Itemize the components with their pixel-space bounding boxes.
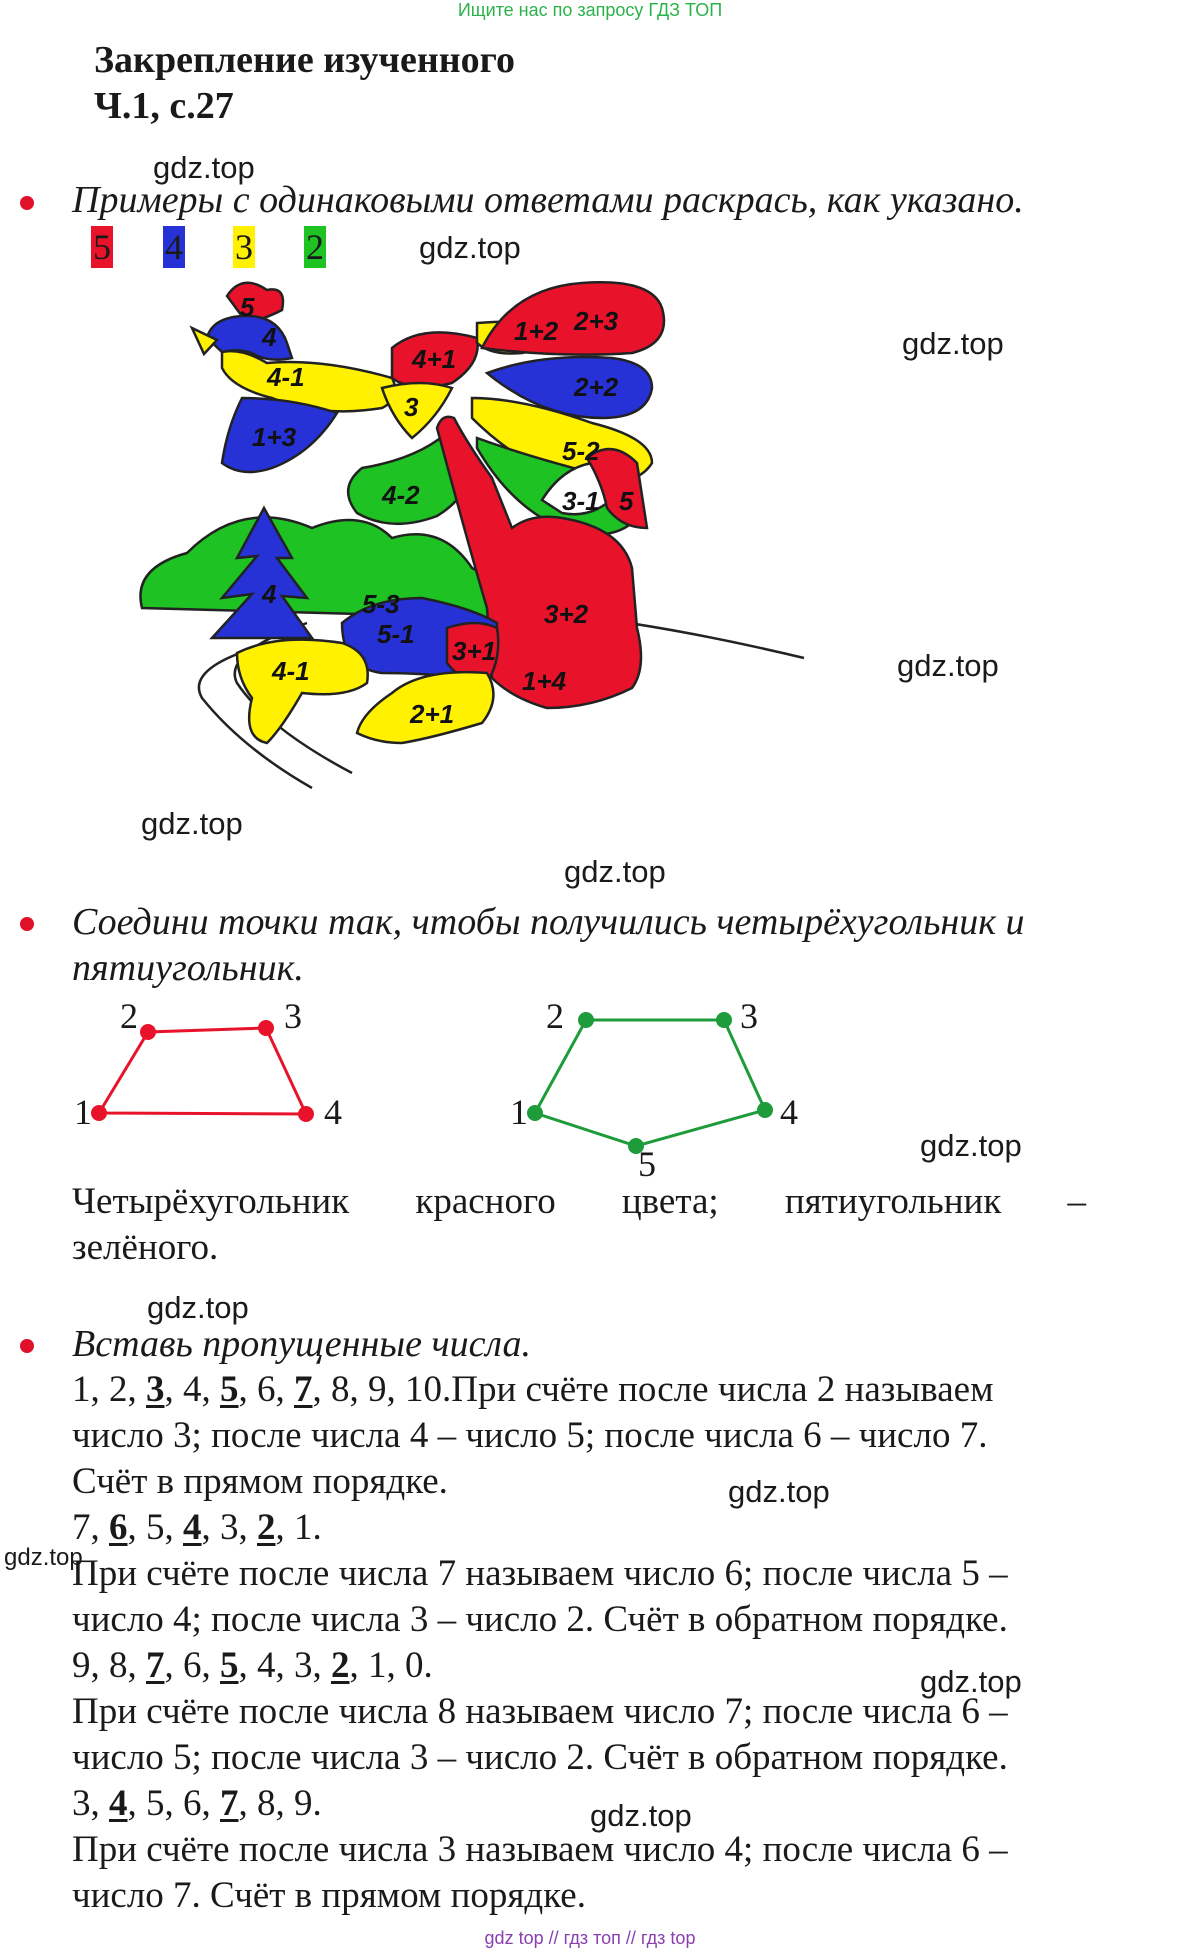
seq3-line2: число 5; после числа 3 – число 2. Счёт в обратном порядке. <box>72 1737 1008 1778</box>
watermark: gdz.top <box>419 230 521 265</box>
quad-label-2: 2 <box>120 996 138 1036</box>
watermark: gdz.top <box>147 1290 249 1325</box>
seq-text: , 6, <box>164 1645 220 1686</box>
seq-answer: 7 <box>294 1369 313 1410</box>
seq3-line1: При счёте после числа 8 называем число 7; после числа 6 – <box>72 1691 1008 1732</box>
swatch-yellow: 3 <box>235 227 253 267</box>
seq-text: 9, 8, <box>72 1645 146 1686</box>
seq2-line1: При счёте после числа 7 называем число 6; после числа 5 – <box>72 1553 1008 1594</box>
pent-label-5: 5 <box>638 1144 656 1180</box>
seq1-explanation: При счёте после числа 2 называем <box>451 1369 994 1410</box>
label-hat: 5 <box>619 486 634 516</box>
page-title: Закрепление изученного <box>94 39 515 81</box>
label-pants: 5-1 <box>377 619 415 649</box>
label-neck: 4-1 <box>267 362 305 392</box>
seq-answer: 4 <box>109 1783 128 1824</box>
bush-shape <box>140 517 504 618</box>
quadrilateral <box>99 1028 306 1114</box>
seq2-line <box>72 1506 322 1549</box>
seq-text: , 5, 6, <box>127 1783 220 1824</box>
answer-word: цвета; <box>621 1181 719 1222</box>
pent-label-4: 4 <box>780 1092 798 1132</box>
seq-text: , 4, 3, <box>238 1645 331 1686</box>
seq-text: 1, 2, <box>72 1369 146 1410</box>
page-subtitle: Ч.1, с.27 <box>94 85 234 127</box>
label-tail-mid: 3 <box>404 392 419 422</box>
seq1-line2: число 3; после числа 4 – число 5; после числа 6 – число 7. <box>72 1415 988 1456</box>
pentagon <box>535 1020 765 1146</box>
seq-text: , 8, 9. <box>238 1783 322 1824</box>
task2-text-line1: Соедини точки так, чтобы получились четырёхугольник и <box>72 901 1025 943</box>
seq2-line2: число 4; после числа 3 – число 2. Счёт в обратном порядке. <box>72 1599 1008 1640</box>
seq-answer: 2 <box>331 1645 350 1686</box>
seq4-line <box>72 1782 322 1825</box>
label-coat-low: 1+4 <box>522 666 567 696</box>
swatch-red: 5 <box>93 227 111 267</box>
label-feather-1: 2+3 <box>574 306 619 336</box>
watermark: gdz.top <box>920 1128 1022 1163</box>
answer-word: пятиугольник <box>784 1181 1002 1222</box>
watermark: gdz.top <box>141 806 243 841</box>
label-wing: 1+3 <box>252 422 297 452</box>
seq-text: , 5, <box>127 1507 183 1548</box>
quad-point-3 <box>258 1020 274 1036</box>
label-bush: 5-3 <box>362 589 400 619</box>
seq-answer: 5 <box>220 1645 239 1686</box>
label-comb: 5 <box>240 292 255 322</box>
seq1-line <box>72 1368 994 1411</box>
seq-text: , 8, 9, 10. <box>312 1369 452 1410</box>
label-feather-3: 5-2 <box>562 436 600 466</box>
label-feather-5: 4-2 <box>382 480 420 510</box>
seq4-line2: число 7. Счёт в прямом порядке. <box>72 1875 586 1916</box>
quad-label-3: 3 <box>284 996 302 1036</box>
label-body: 4+1 <box>412 344 457 374</box>
task1-text: Примеры с одинаковыми ответами раскрась, как указано. <box>72 179 1024 221</box>
seq-text: , 1, 0. <box>349 1645 433 1686</box>
answer-word: красного <box>415 1181 556 1222</box>
bullet-task3 <box>20 1339 34 1353</box>
label-boot-right: 2+1 <box>410 699 455 729</box>
bullet-task1 <box>20 196 34 210</box>
seq3-line <box>72 1644 433 1687</box>
seq-answer: 3 <box>146 1369 165 1410</box>
shapes-figure <box>60 990 860 1180</box>
watermark: gdz.top <box>153 150 255 185</box>
swatch-green: 2 <box>306 227 324 267</box>
bottom-banner[interactable]: gdz top // гдз топ // гдз top <box>484 1928 696 1948</box>
watermark: gdz.top <box>920 1664 1022 1699</box>
answer-word: – <box>1067 1181 1086 1222</box>
label-head: 4 <box>262 322 277 352</box>
seq-answer: 2 <box>257 1507 276 1548</box>
task2-answer-line1 <box>72 1180 1086 1223</box>
seq-answer: 7 <box>146 1645 165 1686</box>
quad-point-2 <box>140 1024 156 1040</box>
head-shape <box>207 316 292 360</box>
quad-point-1 <box>91 1105 107 1121</box>
swatch-blue: 4 <box>165 227 183 267</box>
feather-1 <box>482 282 664 354</box>
seq-text: , 3, <box>201 1507 257 1548</box>
top-banner[interactable]: Ищите нас по запросу ГДЗ ТОП <box>457 0 723 20</box>
label-knee: 3+1 <box>452 636 497 666</box>
quad-label-4: 4 <box>324 1092 342 1132</box>
seq1-line3: Счёт в прямом порядке. <box>72 1461 448 1502</box>
pent-label-3: 3 <box>740 996 758 1036</box>
seq4-line1: При счёте после числа 3 называем число 4; после числа 6 – <box>72 1829 1008 1870</box>
label-feather-4: 3-1 <box>562 486 600 516</box>
label-feather-2: 2+2 <box>574 372 619 402</box>
seq-answer: 5 <box>220 1369 239 1410</box>
watermark: gdz.top <box>564 854 666 889</box>
seq-text: , 6, <box>238 1369 294 1410</box>
seq-answer: 7 <box>220 1783 239 1824</box>
label-boot-left: 4-1 <box>272 656 310 686</box>
task2-text-line2: пятиугольник. <box>72 947 304 989</box>
quad-label-1: 1 <box>74 1092 92 1132</box>
answer-word: Четырёхугольник <box>72 1181 350 1222</box>
pent-label-2: 2 <box>546 996 564 1036</box>
seq-answer: 4 <box>183 1507 202 1548</box>
watermark: gdz.top <box>902 326 1004 361</box>
pent-point-4 <box>757 1102 773 1118</box>
seq-text: , 4, <box>164 1369 220 1410</box>
seq-text: 3, <box>72 1783 109 1824</box>
watermark: gdz.top <box>897 648 999 683</box>
task3-text: Вставь пропущенные числа. <box>72 1323 531 1365</box>
bullet-task2 <box>20 917 34 931</box>
pent-point-3 <box>716 1012 732 1028</box>
watermark: gdz.top <box>728 1474 830 1509</box>
seq-text: , 1. <box>275 1507 322 1548</box>
task2-answer-line2: зелёного. <box>72 1227 219 1268</box>
pent-label-1: 1 <box>510 1092 528 1132</box>
label-coat: 3+2 <box>544 599 589 629</box>
seq-answer: 6 <box>109 1507 128 1548</box>
watermark: gdz.top <box>590 1798 692 1833</box>
quad-point-4 <box>298 1106 314 1122</box>
seq-text: 7, <box>72 1507 109 1548</box>
pent-point-2 <box>578 1012 594 1028</box>
firebird-picture <box>92 268 832 848</box>
label-tree: 4 <box>262 579 277 609</box>
watermark: gdz.top <box>4 1544 83 1571</box>
pent-point-1 <box>527 1105 543 1121</box>
label-tail-top: 1+2 <box>514 316 559 346</box>
